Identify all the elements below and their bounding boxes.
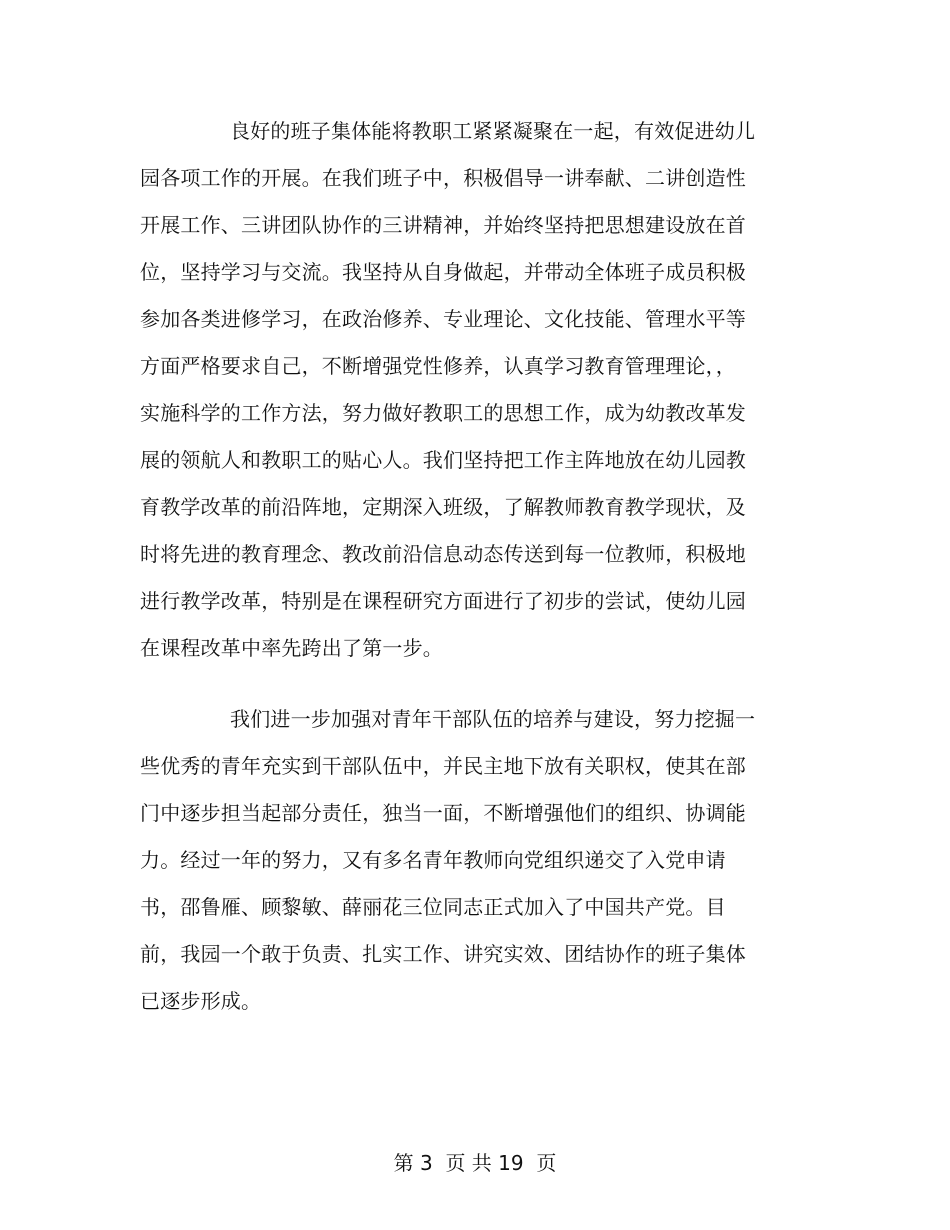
text-line: 我们进一步加强对青年干部队伍的培养与建设，努力挖掘一 [230, 707, 756, 731]
text-line: 在课程改革中率先跨出了第一步。 [140, 636, 443, 660]
text-line: 展的领航人和教职工的贴心人。我们坚持把工作主阵地放在幼儿园教 [140, 448, 746, 472]
text-line: 些优秀的青年充实到干部队伍中，并民主地下放有关职权，使其在部 [140, 754, 746, 778]
paragraph-2 [140, 696, 780, 1025]
text-line: 良好的班子集体能将教职工紧紧凝聚在一起，有效促进幼儿 [230, 119, 756, 143]
text-line: 开展工作、三讲团队协作的三讲精神，并始终坚持把思想建设放在首 [140, 213, 746, 237]
text-line: 进行教学改革，特别是在课程研究方面进行了初步的尝试，使幼儿园 [140, 589, 746, 613]
text-line: 位，坚持学习与交流。我坚持从自身做起，并带动全体班子成员积极 [140, 260, 746, 284]
text-line: 参加各类进修学习，在政治修养、专业理论、文化技能、管理水平等 [140, 307, 746, 331]
text-line: 力。经过一年的努力，又有多名青年教师向党组织递交了入党申请 [140, 848, 726, 872]
paragraph-1 [140, 108, 780, 672]
text-line: 时将先进的教育理念、教改前沿信息动态传送到每一位教师，积极地 [140, 542, 746, 566]
text-line: 育教学改革的前沿阵地，定期深入班级，了解教师教育教学现状，及 [140, 495, 746, 519]
text-line: 书，邵鲁雁、顾黎敏、薛丽花三位同志正式加入了中国共产党。目 [140, 895, 726, 919]
text-line: 前，我园一个敢于负责、扎实工作、讲究实效、团结协作的班子集体 [140, 942, 746, 966]
text-line: 园各项工作的开展。在我们班子中，积极倡导一讲奉献、二讲创造性 [140, 166, 746, 190]
text-line: 实施科学的工作方法，努力做好教职工的思想工作，成为幼教改革发 [140, 401, 746, 425]
text-line: 门中逐步担当起部分责任，独当一面，不断增强他们的组织、协调能 [140, 801, 746, 825]
document-body [140, 108, 780, 1025]
text-line: 已逐步形成。 [140, 989, 262, 1013]
text-line: 方面严格要求自己，不断增强党性修养，认真学习教育管理理论，， [140, 354, 736, 378]
page-number-footer: 第 3 页 共 19 页 [393, 1151, 557, 1175]
